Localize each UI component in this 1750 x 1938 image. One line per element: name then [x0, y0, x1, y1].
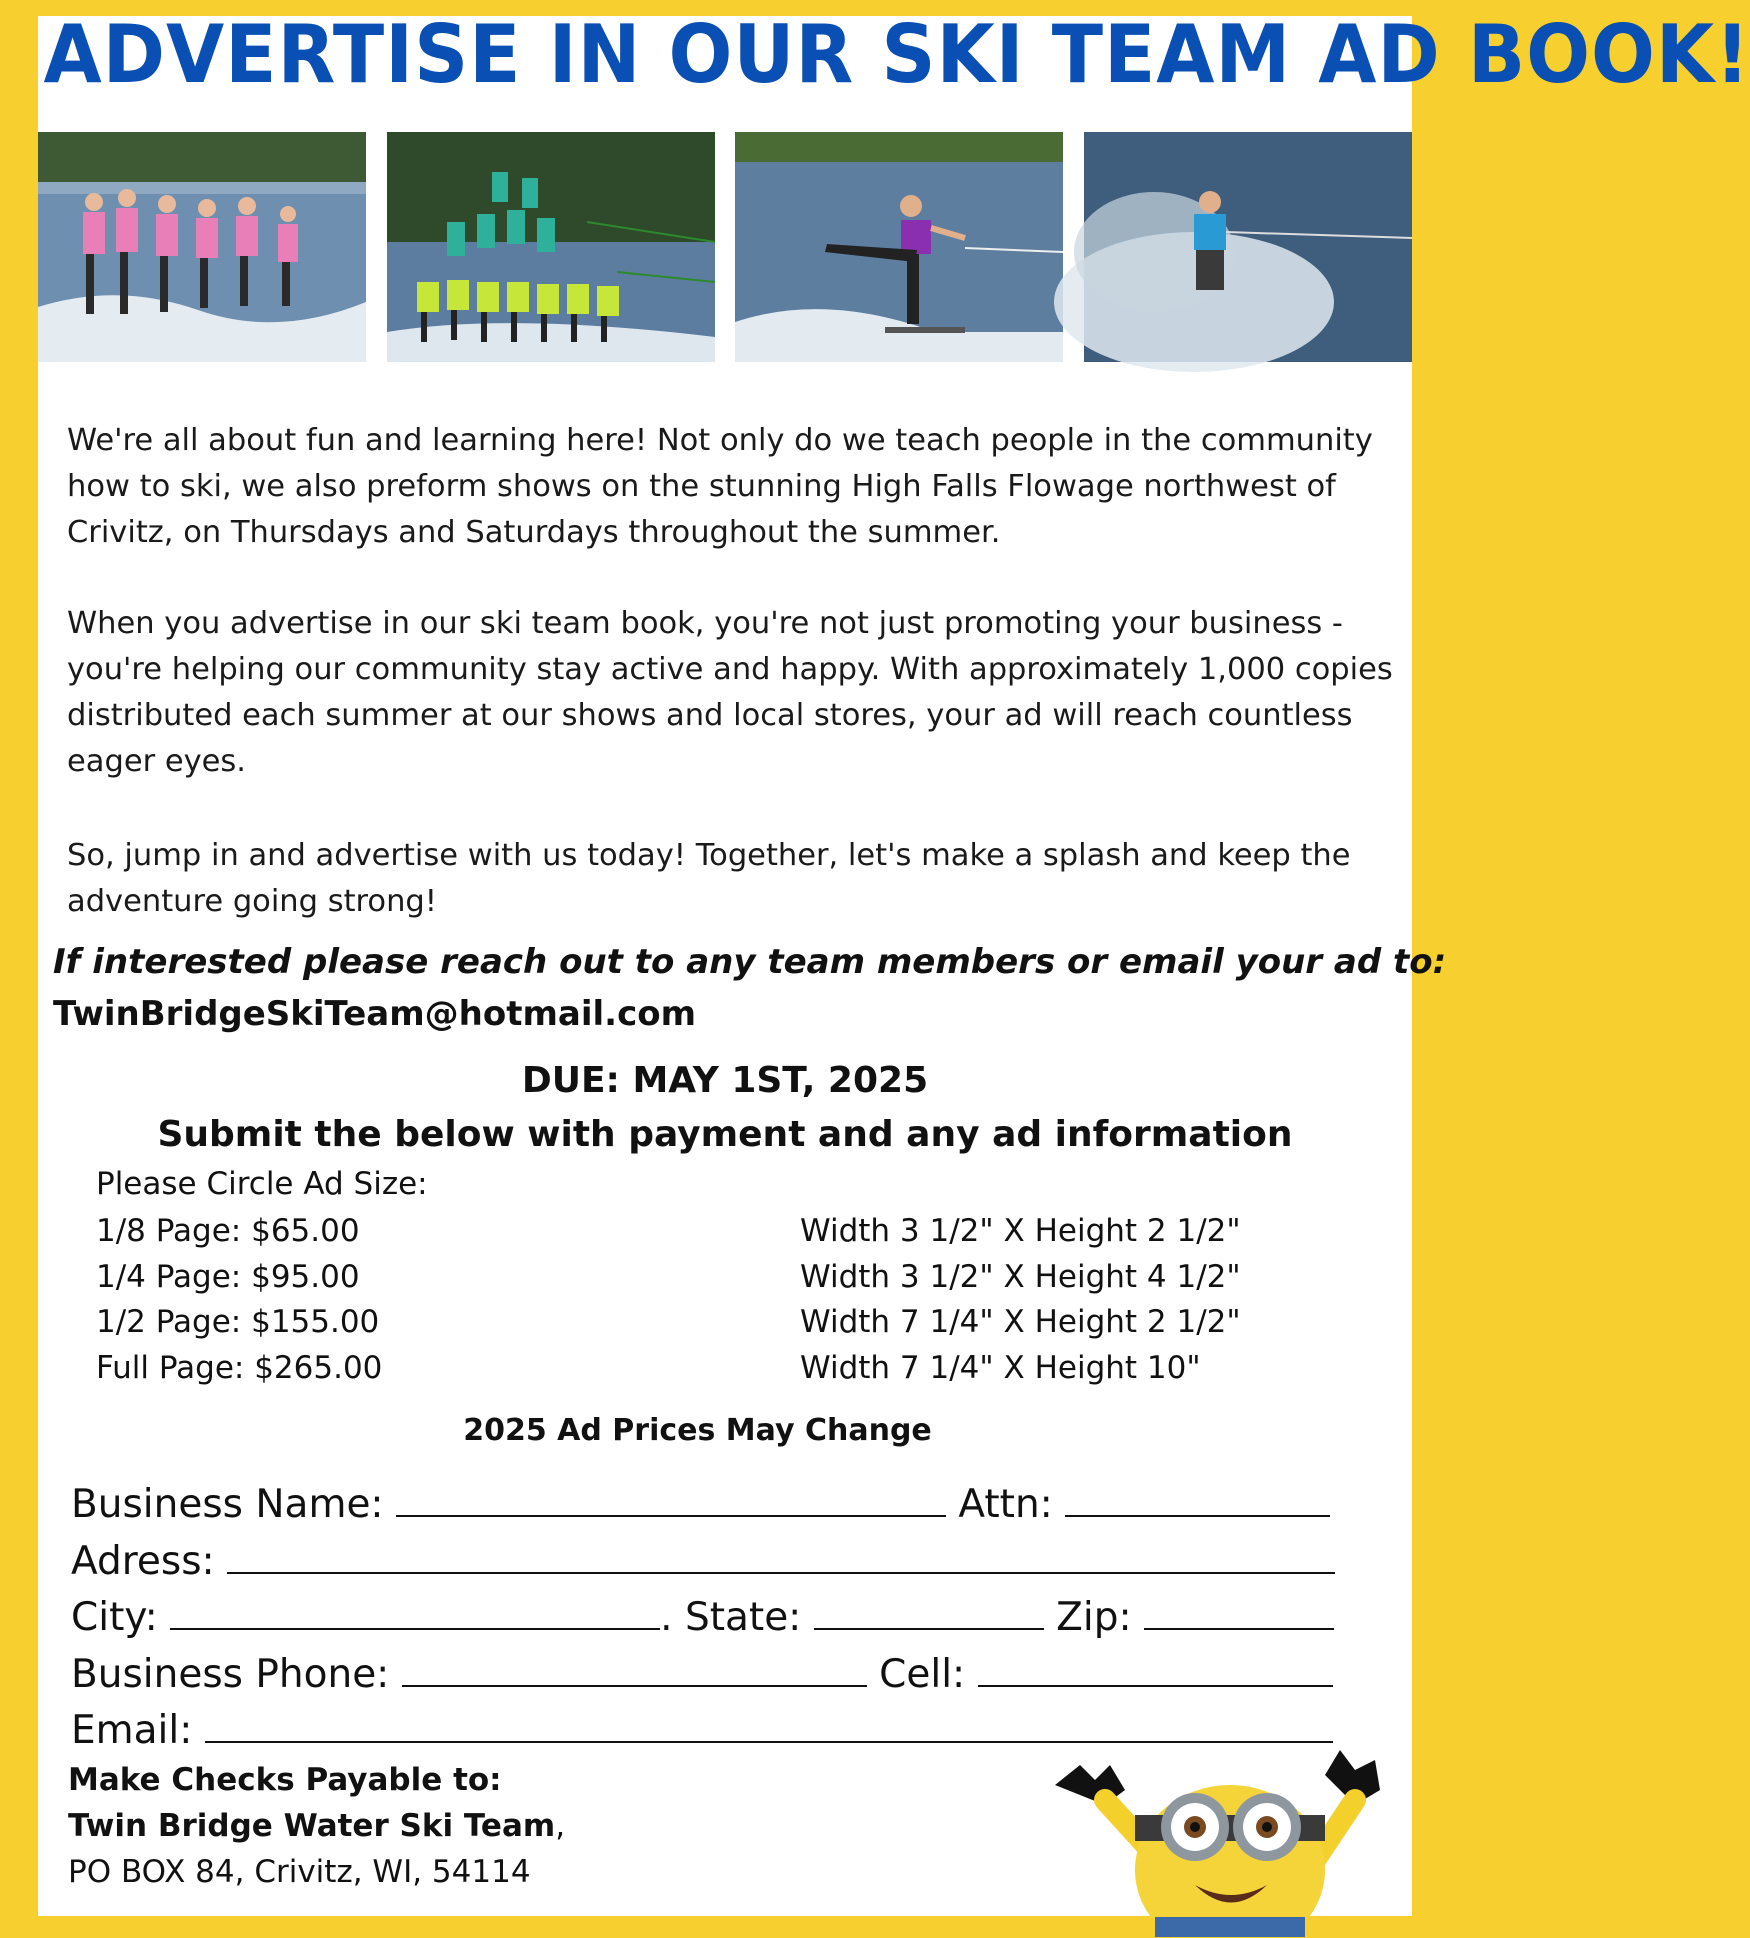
ad-dimension-list: [800, 1209, 1241, 1391]
zip-field[interactable]: [1144, 1594, 1334, 1630]
state-field[interactable]: [814, 1594, 1044, 1630]
intro-paragraph: We're all about fun and learning here! Not only do we teach people in the community how to ski, we also preform shows on the stunning High Falls Flowage northwest of Crivitz, on Thursdays and Saturdays throughout the summer.: [67, 423, 1373, 550]
photo-strip: [38, 132, 1412, 362]
cell-label: Cell:: [879, 1651, 966, 1697]
ad-size-list: [96, 1209, 382, 1391]
benefit-paragraph: When you advertise in our ski team book, you're not just promoting your business - you're helping our community stay active and happy. With approximately 1,000 copies distributed each summer at our shows and local stores, your ad will reach countless eager eyes.: [67, 606, 1393, 779]
submit-instructions: Submit the below with payment and any ad information: [157, 1114, 1293, 1155]
attn-label: Attn:: [958, 1482, 1053, 1527]
payee-comma: ,: [555, 1808, 566, 1844]
water-ski-photo-barefoot-spray: [1084, 132, 1412, 362]
address-label: Adress:: [71, 1538, 215, 1584]
business-form: [71, 1477, 1335, 1760]
headline: ADVERTISE IN OUR SKI TEAM AD BOOK!: [43, 8, 1750, 101]
contact-email[interactable]: TwinBridgeSkiTeam@hotmail.com: [53, 994, 697, 1034]
water-ski-photo-pyramid: [387, 132, 715, 362]
water-ski-photo-solo-ballet: [735, 132, 1063, 362]
cta-paragraph: So, jump in and advertise with us today! Together, let's make a splash and keep the adventure going strong!: [67, 838, 1351, 919]
business-phone-label: Business Phone:: [71, 1651, 390, 1697]
price-change-note: 2025 Ad Prices May Change: [463, 1413, 932, 1448]
ad-dimensions: Width 7 1/4" X Height 2 1/2": [800, 1304, 1241, 1340]
checks-heading: Make Checks Payable to:: [68, 1762, 502, 1798]
cell-field[interactable]: [978, 1651, 1333, 1687]
email-label: Email:: [71, 1708, 193, 1753]
zip-label: Zip:: [1056, 1595, 1132, 1640]
business-phone-field[interactable]: [402, 1651, 867, 1687]
attn-field[interactable]: [1065, 1481, 1330, 1517]
checks-payee: Twin Bridge Water Ski Team: [68, 1808, 556, 1844]
business-name-field[interactable]: [396, 1481, 946, 1517]
minion-mascot-icon: [1035, 1745, 1415, 1933]
due-date: DUE: MAY 1ST, 2025: [521, 1060, 929, 1101]
ad-size-option[interactable]: 1/4 Page: $95.00: [96, 1258, 360, 1295]
ad-dimensions: Width 7 1/4" X Height 10": [800, 1349, 1201, 1386]
ad-dimensions: Width 3 1/2" X Height 4 1/2": [800, 1258, 1241, 1295]
payment-info: [68, 1757, 565, 1895]
contact-prompt: If interested please reach out to any team members or email your ad to:: [53, 942, 1447, 982]
ad-size-label: Please Circle Ad Size:: [96, 1166, 428, 1202]
business-name-label: Business Name:: [71, 1482, 384, 1527]
ad-size-option[interactable]: 1/2 Page: $155.00: [96, 1304, 380, 1340]
water-ski-photo-pink-team: [38, 132, 366, 362]
city-label: City:: [71, 1595, 158, 1640]
city-field[interactable]: [170, 1594, 660, 1630]
state-label: . State:: [660, 1595, 802, 1640]
checks-address: PO BOX 84, Crivitz, WI, 54114: [68, 1854, 531, 1890]
ad-dimensions: Width 3 1/2" X Height 2 1/2": [800, 1213, 1241, 1249]
ad-size-option[interactable]: Full Page: $265.00: [96, 1349, 383, 1386]
ad-size-option[interactable]: 1/8 Page: $65.00: [96, 1213, 360, 1249]
email-field[interactable]: [205, 1707, 1333, 1743]
address-field[interactable]: [227, 1538, 1335, 1574]
